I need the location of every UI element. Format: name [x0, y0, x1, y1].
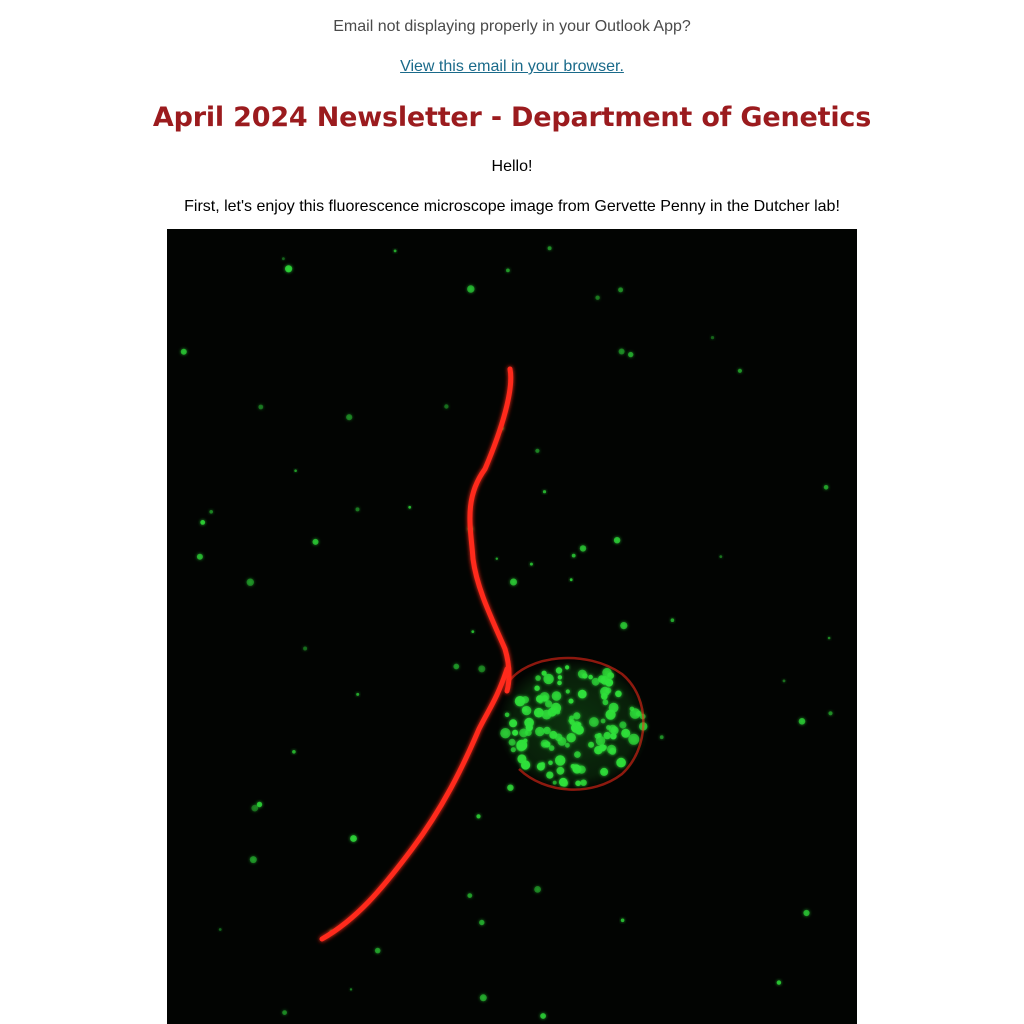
background-punctum [209, 510, 213, 514]
background-punctum [478, 665, 485, 672]
background-punctum [200, 520, 205, 525]
background-punctum [282, 257, 285, 260]
cell-punctum [616, 758, 626, 768]
background-punctum [572, 554, 576, 558]
cell-punctum [545, 700, 552, 707]
cell-punctum [573, 765, 582, 774]
cell-punctum [601, 719, 606, 724]
cell-punctum [517, 742, 526, 751]
cell-punctum [565, 665, 569, 669]
cell-punctum [574, 751, 581, 758]
background-punctum [803, 910, 809, 916]
cell-punctum [541, 740, 549, 748]
cell-punctum [588, 675, 593, 680]
background-punctum [671, 618, 675, 622]
cell-punctum [512, 730, 518, 736]
cell-punctum [522, 706, 531, 715]
cell-punctum [619, 721, 626, 728]
background-punctum [620, 622, 627, 629]
background-punctum [197, 554, 203, 560]
background-punctum [350, 988, 352, 990]
view-in-browser-link[interactable]: View this email in your browser. [400, 58, 624, 75]
cell-punctum [500, 728, 510, 738]
preheader-text: Email not displaying properly in your Outlook App? [333, 18, 691, 35]
cell-punctum [509, 739, 516, 746]
background-punctum [313, 539, 319, 545]
cell-punctum [557, 767, 565, 775]
cell-punctum [555, 755, 565, 765]
cell-punctum [580, 780, 586, 786]
background-punctum [618, 287, 623, 292]
background-punctum [828, 637, 831, 640]
background-punctum [824, 485, 829, 490]
background-punctum [595, 296, 599, 300]
cell-punctum [592, 678, 600, 686]
cell-punctum [565, 743, 570, 748]
cell-punctum [594, 746, 602, 754]
background-punctum [476, 814, 480, 818]
cell-punctum [543, 727, 550, 734]
cell-punctum [557, 681, 562, 686]
microscope-image [167, 229, 857, 1024]
background-punctum [530, 563, 533, 566]
background-punctum [540, 1013, 546, 1019]
cell-punctum [621, 729, 630, 738]
cell-punctum [540, 692, 550, 702]
cell-punctum [546, 772, 553, 779]
background-punctum [471, 630, 474, 633]
background-punctum [444, 404, 448, 408]
background-punctum [467, 285, 474, 292]
image-background [167, 229, 857, 1024]
cell-punctum [548, 761, 553, 766]
background-punctum [711, 336, 714, 339]
background-punctum [621, 919, 625, 923]
cell-punctum [589, 717, 599, 727]
cell-punctum [606, 725, 611, 730]
background-punctum [257, 802, 262, 807]
cell-punctum [515, 696, 525, 706]
cell-punctum [578, 690, 587, 699]
background-punctum [356, 693, 359, 696]
cell-punctum [558, 675, 562, 679]
background-punctum [799, 718, 806, 725]
greeting-text: Hello! [491, 158, 533, 175]
background-punctum [534, 886, 541, 893]
background-punctum [738, 369, 742, 373]
background-punctum [467, 893, 472, 898]
cell-punctum [600, 768, 608, 776]
cell-punctum [569, 699, 574, 704]
cell-punctum [566, 689, 570, 693]
background-punctum [543, 490, 546, 493]
cell-punctum [511, 747, 516, 752]
background-punctum [350, 835, 357, 842]
cell-punctum [553, 707, 557, 711]
background-punctum [219, 928, 222, 931]
background-punctum [375, 948, 381, 954]
cell-punctum [607, 672, 614, 679]
background-punctum [250, 856, 257, 863]
cell-punctum [596, 736, 606, 746]
background-punctum [480, 994, 487, 1001]
background-punctum [294, 469, 297, 472]
cell-punctum [535, 675, 541, 681]
cell-punctum [534, 686, 539, 691]
cell-punctum [509, 719, 517, 727]
background-punctum [282, 1010, 287, 1015]
cell-punctum [577, 722, 582, 727]
cell-punctum [611, 726, 619, 734]
background-punctum [828, 711, 832, 715]
background-punctum [408, 506, 411, 509]
cell-punctum [604, 732, 611, 739]
background-punctum [580, 545, 586, 551]
background-punctum [247, 579, 254, 586]
cell-punctum [578, 670, 587, 679]
background-punctum [510, 579, 517, 586]
background-punctum [619, 349, 625, 355]
cell-punctum [615, 691, 622, 698]
background-punctum [181, 349, 187, 355]
background-punctum [285, 265, 292, 272]
background-punctum [783, 680, 786, 683]
background-punctum [394, 250, 397, 253]
cell-punctum [549, 731, 557, 739]
newsletter-headline: April 2024 Newsletter - Department of Genetics [152, 102, 872, 133]
cell-punctum [523, 739, 527, 743]
background-punctum [292, 750, 296, 754]
background-punctum [719, 555, 722, 558]
background-punctum [496, 558, 498, 560]
cell-punctum [542, 710, 552, 720]
cell-punctum [517, 754, 526, 763]
cell-punctum [567, 733, 576, 742]
cell-punctum [558, 737, 567, 746]
background-punctum [548, 246, 552, 250]
background-punctum [479, 920, 484, 925]
background-punctum [507, 785, 513, 791]
cell-punctum [535, 727, 544, 736]
cell-punctum [630, 707, 635, 712]
intro-text: First, let's enjoy this fluorescence microscope image from Gervette Penny in the Dutcher lab! [184, 198, 840, 215]
background-punctum [570, 578, 573, 581]
cell-punctum [575, 781, 581, 787]
background-punctum [777, 980, 781, 984]
cell-punctum [588, 742, 594, 748]
cell-punctum [556, 667, 562, 673]
background-punctum [258, 405, 263, 410]
cell-punctum [552, 691, 562, 701]
cell-punctum [628, 734, 639, 745]
cell-punctum [609, 703, 619, 713]
cell-punctum [505, 713, 510, 718]
background-punctum [614, 537, 620, 543]
background-punctum [453, 664, 459, 670]
cell-punctum [553, 781, 557, 785]
background-punctum [660, 735, 664, 739]
background-punctum [346, 414, 352, 420]
cell-punctum [570, 720, 575, 725]
cell-punctum [600, 687, 610, 697]
cell-punctum [537, 763, 545, 771]
cell-punctum [603, 699, 609, 705]
cell-punctum [526, 724, 533, 731]
background-punctum [628, 352, 633, 357]
cell-punctum [607, 745, 616, 754]
background-punctum [356, 507, 360, 511]
cell-punctum [543, 674, 553, 684]
microscope-image-graphic [167, 229, 857, 1024]
background-punctum [535, 449, 539, 453]
cell-punctum [549, 745, 555, 751]
cell-punctum [561, 780, 568, 787]
cell-punctum [573, 712, 580, 719]
background-punctum [506, 269, 510, 273]
background-punctum [303, 647, 307, 651]
browser-link-row [0, 57, 1024, 77]
